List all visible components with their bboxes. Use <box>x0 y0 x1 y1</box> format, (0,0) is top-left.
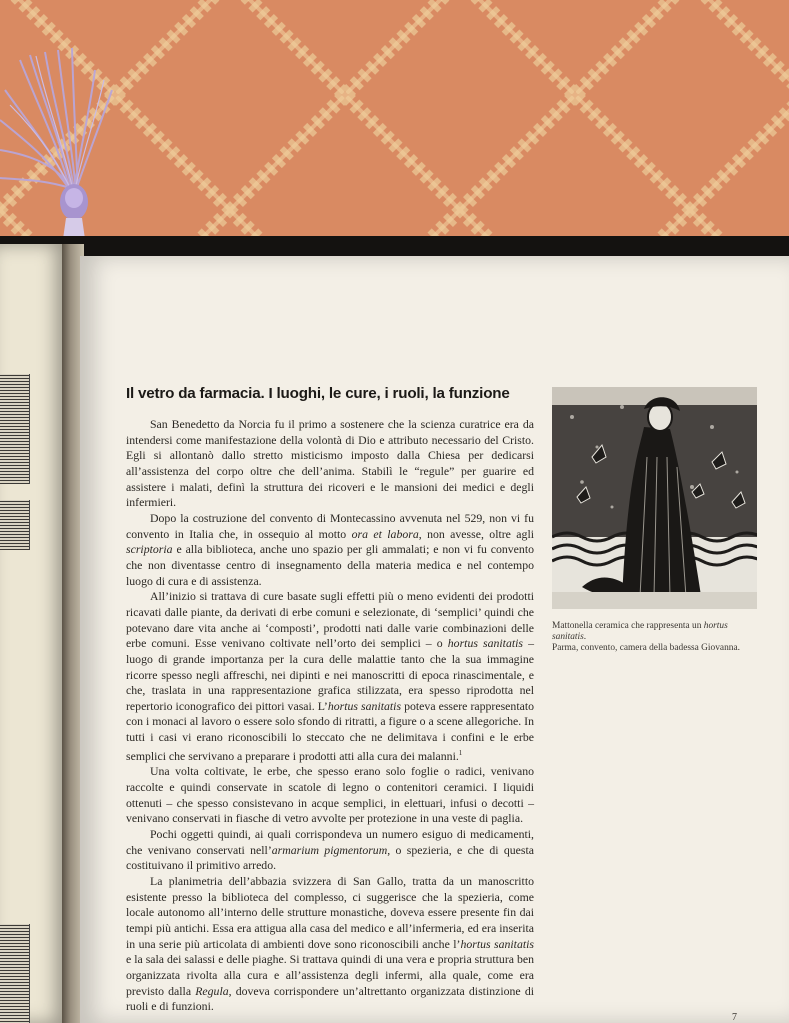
text-fragment: poteva essere rappresentato con i monaci al lavoro o essere solo sfondo di ritratti, a figure o a scene allegoriche. In tutti i casi vi erano riconoscibili lo steccato che ne delimitava i confini e le erbe semplici che servivano a preparare i prodotti atti alla cura dei malanni. <box>126 698 535 763</box>
italic-text: hortus sanitatis <box>327 698 402 713</box>
text-fragment: , o spezieria, e che di questa costituivano il primitivo arredo. <box>126 842 534 873</box>
italic-text: hortus sanitatis <box>552 621 728 643</box>
text-fragment: Pochi oggetti quindi, ai quali corrispondeva un numero esiguo di medicamenti, che venivano conservati nell’ <box>126 826 534 857</box>
italic-text: ora et labora <box>351 526 419 541</box>
text-fragment: San Benedetto da Norcia fu il primo a sostenere che la scienza curatrice era da intendersi come manifestazione della volontà di Dio e attributo necessario del Cristo. Egli si allontanò dallo stretto misticismo imposto dalla Chiesa per dedicarsi all’assistenza del corpo oltre che dell’anima. Stabilì le “regule” per guarire ed assistere i malati, definì la struttura dei ricoveri e le mansioni dei medici e degli infermieri. <box>126 417 534 510</box>
italic-text: scriptoria <box>126 542 173 557</box>
page-title: Il vetro da farmacia. I luoghi, le cure, i ruoli, la funzione <box>126 385 510 402</box>
figure-caption <box>552 621 762 655</box>
text-fragment: , non avesse, oltre agli <box>418 526 534 541</box>
text-fragment: Parma, convento, camera della badessa Giovanna. <box>552 643 740 654</box>
body-paragraph <box>126 417 534 511</box>
body-paragraph <box>126 874 534 1015</box>
text-fragment: Mattonella ceramica che rappresenta un <box>552 621 704 631</box>
italic-text: Regula <box>195 983 229 998</box>
text-fragment: All’inizio si trattava di cure basate sugli effetti più o meno evidenti dei prodotti ricavati dalle piante, da derivati di erbe comuni e selezionate, di ‘semplici’ quindi che potevano dare vita anche ai ‘composti’, prodotti nati dalle varie combinazioni delle erbe comuni. Esse venivano coltivate nell’orto dei semplici – o <box>126 589 534 651</box>
text-fragment: , doveva corrispondere un’altrettanto organizzata distinzione di ruoli e di funzioni. <box>126 983 534 1014</box>
body-paragraph <box>126 827 534 874</box>
text-fragment: e la sala dei salassi e delle piaghe. Si trattava quindi di una vera e propria struttura ben organizzata rivolta alla cura e all’assistenza degli infermi, alla quale, come era previsto dalla <box>126 952 534 998</box>
body-paragraph <box>126 511 534 589</box>
italic-text: armarium pigmentorum <box>271 842 388 857</box>
etched-building-illustration-icon <box>0 500 30 550</box>
italic-text: hortus sanitatis <box>460 936 535 951</box>
etched-building-illustration-icon <box>0 924 30 1023</box>
body-paragraph <box>126 589 534 764</box>
page-number: 7 <box>732 1012 737 1023</box>
text-fragment: Una volta coltivate, le erbe, che spesso erano solo foglie o radici, venivano raccolte e quindi conservate in scatole di legno o contenitori ceramici. I liquidi ottenuti – che spesso consistevano in acque semplici, in elettuari, infusi o decotti – venivano conservati in fiasche di vetro avvolte per protezione in una veste di paglia. <box>126 764 534 826</box>
article-body <box>126 417 534 1015</box>
etched-building-illustration-icon <box>0 374 30 484</box>
ceramic-tile-illustration-icon <box>552 387 757 609</box>
text-fragment: La planimetria dell’abbazia svizzera di San Gallo, tratta da un manoscritto esistente presso la biblioteca del complesso, ci suggerisce che la spezieria, come locale autonomo all’interno delle strutture monastiche, doveva essere presente fin dai tempi più antichi. Essa era attigua alla casa del medico e all’infermeria, ed era inserita in una serie più articolata di ambienti dove sono riconoscibili anche l’ <box>126 873 534 951</box>
text-fragment: . <box>583 632 587 643</box>
text-fragment: e alla biblioteca, anche uno spazio per gli ammalati; e non vi fu convento che non diventasse centro di insegnamento della materia medica e nel contempo luogo di cura e di assistenza. <box>126 542 534 588</box>
tassel-bookmark-icon <box>0 30 140 260</box>
body-paragraph <box>126 764 534 827</box>
text-fragment: Dopo la costruzione del convento di Montecassino avvenuta nel 529, non vi fu convento in Italia che, in ossequio al motto <box>126 510 534 541</box>
italic-text: hortus sanitatis <box>447 636 524 651</box>
footnote-marker: 1 <box>458 748 463 757</box>
text-fragment: – luogo di grande importanza per la cura delle malattie tanto che la sua immagine ricorre spesso negli affreschi, nei dipinti e nei manoscritti di epoca rinascimentale, e che, traslata in una rappresentazione grafica stilizzata, era spesso riprodotta nel repertorio iconografico dei pittori vasai. L’ <box>126 636 534 713</box>
left-page <box>0 244 66 1023</box>
